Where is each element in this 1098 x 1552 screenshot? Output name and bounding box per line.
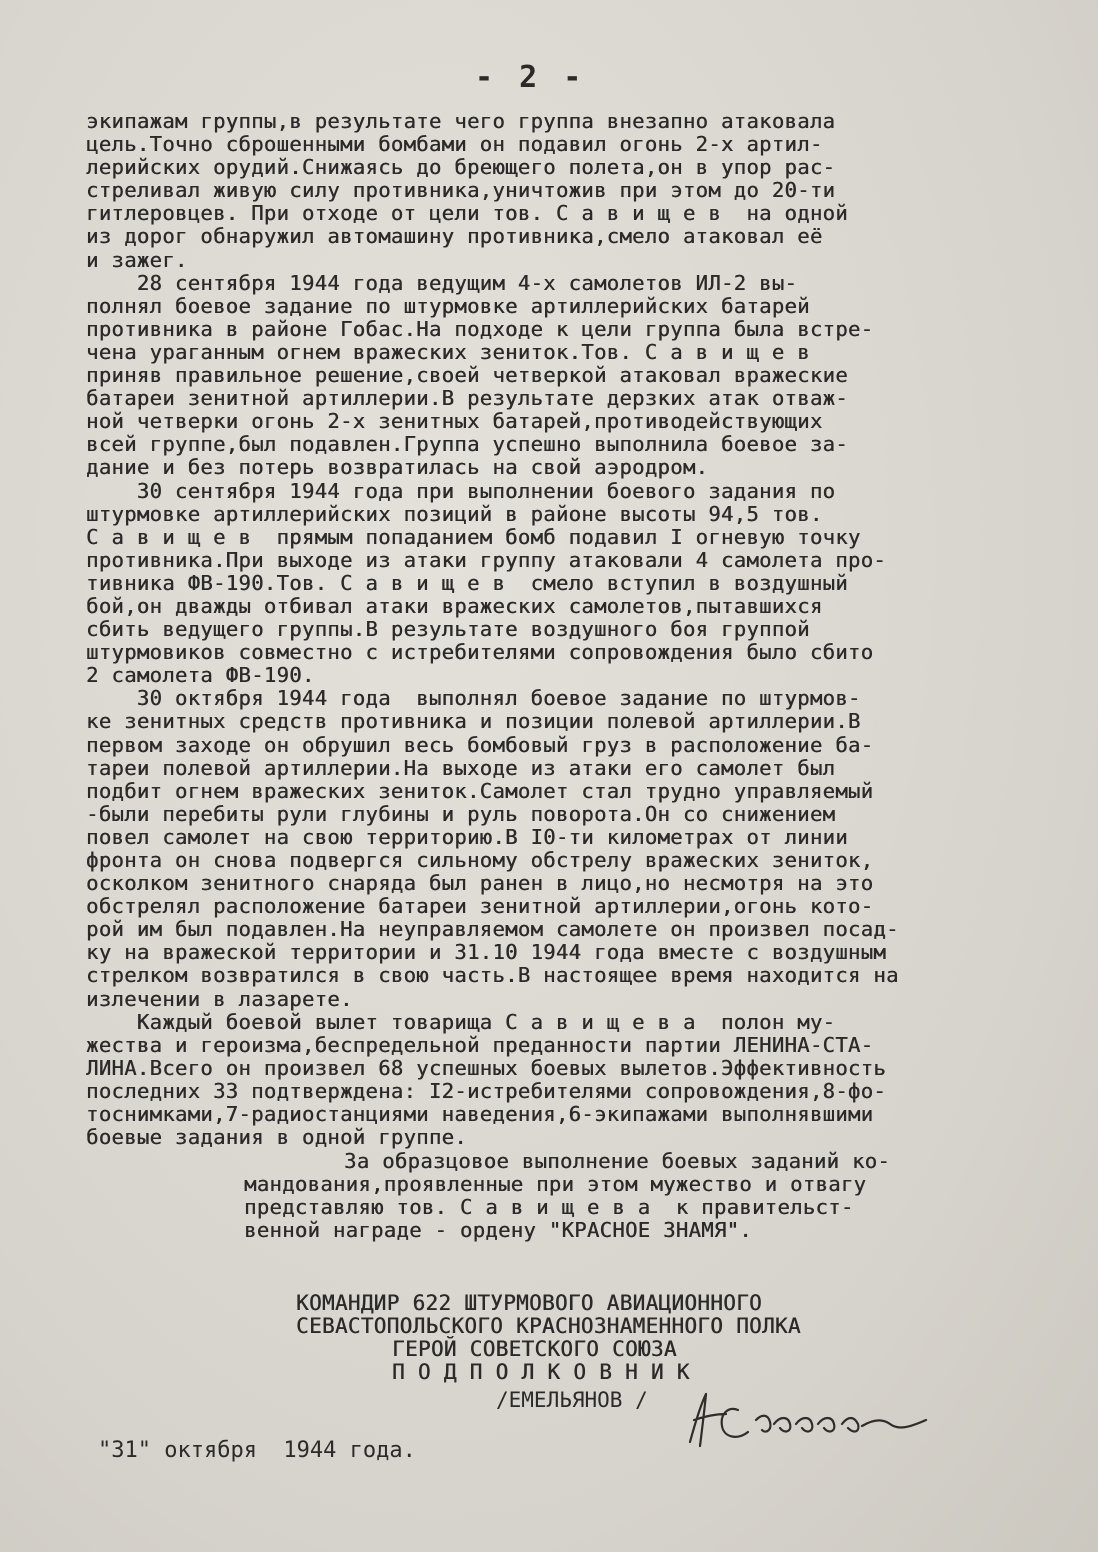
signature-title-line: ГЕРОЙ СОВЕТСКОГО СОЮЗА	[392, 1337, 677, 1361]
body-text	[86, 110, 1046, 1149]
text-line: экипажам группы,в результате чего группа внезапно атаковала	[86, 109, 836, 133]
text-line: тареи полевой артиллерии.На выходе из атаки его самолет был	[86, 755, 836, 780]
text-line: гитлеровцев. При отходе от цели тов. С а в и щ е в на одной	[86, 201, 848, 226]
text-line: противника.При выходе из атаки группу атаковали 4 самолета про-	[86, 547, 887, 572]
text-line: ЛИНА.Всего он произвел 68 успешных боевых вылетов.Эффективность	[86, 1055, 887, 1080]
closing-line: За образцовое выполнение боевых заданий ко-	[344, 1149, 891, 1173]
closing-line: представляю тов. С а в и щ е в а к правительст-	[244, 1195, 854, 1219]
closing-line: венной награде - ордену "КРАСНОЕ ЗНАМЯ".	[244, 1218, 752, 1242]
text-line: боевые задания в одной группе.	[86, 1125, 467, 1150]
text-line: С а в и щ е в прямым попаданием бомб подавил I огневую точку	[86, 524, 861, 549]
text-line: батареи зенитной артиллерии.В результате дерзких атак отваж-	[86, 386, 848, 411]
text-line: 30 сентября 1944 года при выполнении боевого задания по	[86, 478, 836, 503]
text-line: чена ураганным огнем вражеских зениток.Тов. С а в и щ е в	[86, 339, 810, 364]
text-line: ной четверки огонь 2-х зенитных батарей,противодействующих	[86, 409, 823, 434]
text-line: фронта он снова подвергся сильному обстрелу вражеских зениток,	[86, 848, 874, 872]
signature-title-line: КОМАНДИР 622 ШТУРМОВОГО АВИАЦИОННОГО	[296, 1291, 762, 1315]
text-line: рой им был подавлен.На неуправляемом самолете он произвел посад-	[86, 917, 899, 942]
text-line: сбить ведущего группы.В результате воздушного боя группой	[86, 617, 810, 642]
text-line: ку на вражеской территории и 31.10 1944 года вместе с воздушным	[86, 940, 887, 965]
text-line: 2 самолета ФВ-190.	[86, 663, 315, 688]
text-line: лерийских орудий.Снижаясь до бреющего полета,он в упор рас-	[86, 155, 836, 180]
text-line: стрелком возвратился в свою часть.В настоящее время находится на	[86, 963, 899, 988]
text-line: полнял боевое задание по штурмовке артиллерийских батарей	[86, 293, 810, 318]
text-line: тоснимками,7-радиостанциями наведения,6-экипажами выполнявшими	[86, 1102, 874, 1127]
document-date: "31" октября 1944 года.	[98, 1438, 416, 1463]
signature-block	[296, 1292, 916, 1384]
text-line: и зажег.	[86, 247, 188, 272]
text-line: 28 сентября 1944 года ведущим 4-х самолетов ИЛ-2 вы-	[86, 270, 798, 295]
text-line: ке зенитных средств противника и позиции полевой артиллерии.В	[86, 709, 861, 734]
text-line: дание и без потерь возвратилась на свой аэродром.	[86, 455, 709, 480]
text-line: из дорог обнаружил автомашину противника,смело атаковал её	[86, 224, 823, 249]
page-number: - 2 -	[475, 60, 586, 95]
text-line: противника в районе Гобас.На подходе к цели группа была встре-	[86, 316, 874, 341]
text-line: -были перебиты рули глубины и руль поворота.Он со снижением	[86, 801, 836, 826]
text-line: последних 33 подтверждена: I2-истребителями сопровождения,8-фо-	[86, 1078, 887, 1103]
text-line: стреливал живую силу противника,уничтожив при этом до 20-ти	[86, 178, 836, 203]
text-line: всей группе,был подавлен.Группа успешно выполнила боевое за-	[86, 432, 848, 457]
text-line: жества и героизма,беспредельной преданности партии ЛЕНИНА-СТА-	[86, 1032, 874, 1057]
text-line: подбит огнем вражеских зениток.Самолет стал трудно управляемый	[86, 778, 874, 803]
handwritten-signature	[676, 1380, 946, 1460]
text-line: первом заходе он обрушил весь бомбовый груз в расположение ба-	[86, 732, 874, 757]
text-line: штурмовиков совместно с истребителями сопровождения было сбито	[86, 640, 874, 665]
signature-title-line: П О Д П О Л К О В Н И К	[392, 1360, 690, 1384]
closing-paragraph	[244, 1150, 1024, 1242]
text-line: бой,он дважды отбивал атаки вражеских самолетов,пытавшихся	[86, 593, 823, 618]
text-line: штурмовке артиллерийских позиций в районе высоты 94,5 тов.	[86, 501, 823, 526]
text-line: тивника ФВ-190.Тов. С а в и щ е в смело вступил в воздушный	[86, 570, 848, 595]
text-line: повел самолет на свою территорию.В I0-ти километрах от линии	[86, 824, 848, 849]
text-line: 30 октября 1944 года выполнял боевое задание по штурмов-	[86, 686, 861, 711]
text-line: обстрелял расположение батареи зенитной артиллерии,огонь кото-	[86, 894, 874, 919]
text-line: приняв правильное решение,своей четверкой атаковал вражеские	[86, 363, 848, 388]
text-line: Каждый боевой вылет товарища С а в и щ е в а полон му-	[86, 1009, 836, 1034]
signer-name: /ЕМЕЛЬЯНОВ /	[496, 1388, 648, 1412]
text-line: излечении в лазарете.	[86, 986, 353, 1011]
closing-line: мандования,проявленные при этом мужество и отвагу	[244, 1172, 867, 1196]
text-line: цель.Точно сброшенными бомбами он подавил огонь 2-х артил-	[86, 132, 823, 157]
text-line: осколком зенитного снаряда был ранен в лицо,но несмотря на это	[86, 871, 874, 896]
signature-title-line: СЕВАСТОПОЛЬСКОГО КРАСНОЗНАМЕННОГО ПОЛКА	[296, 1314, 801, 1338]
